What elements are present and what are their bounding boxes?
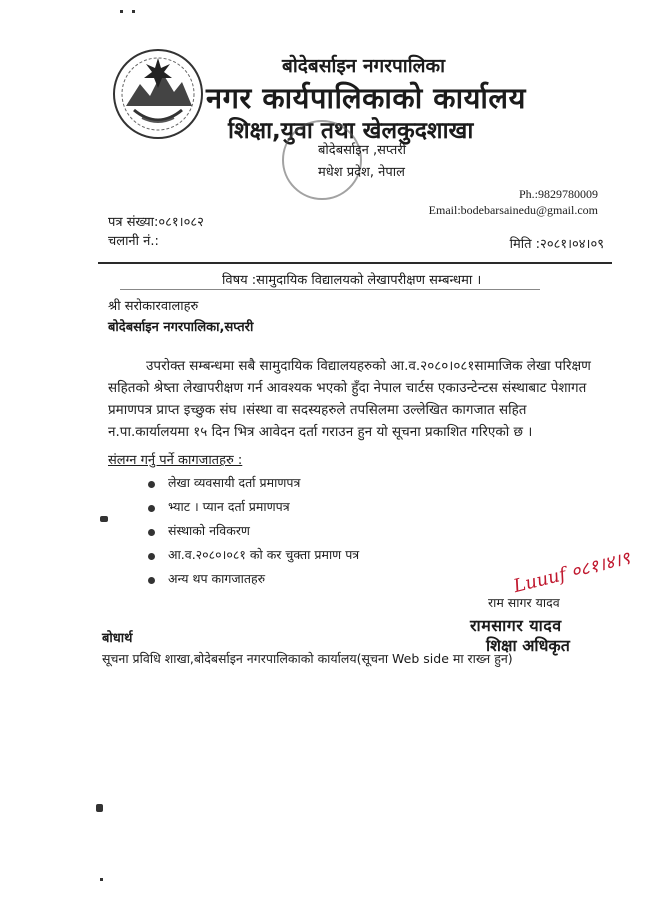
dispatch-number: चलानी नं.:: [108, 234, 159, 249]
attachment-item: लेखा व्यवसायी दर्ता प्रमाणपत्र: [168, 475, 301, 490]
attachments-heading: संलग्न गर्नु पर्ने कागजातहरु :: [108, 453, 243, 468]
recipient-line-1: श्री सरोकारवालाहरु: [108, 299, 199, 314]
attachment-item: अन्य थप कागजातहरु: [168, 571, 266, 586]
subject-line: विषय :सामुदायिक विद्यालयको लेखापरीक्षण सम्बन्धमा ।: [222, 273, 482, 288]
municipality-name: बोदेबर्साइन नगरपालिका: [282, 55, 446, 77]
scan-speck: [132, 10, 135, 13]
scan-speck: [120, 10, 123, 13]
letter-number: पत्र संख्या:०८१।०८२: [108, 215, 204, 230]
signatory-title: शिक्षा अधिकृत: [486, 636, 570, 655]
province-line: मधेश प्रदेश, नेपाल: [318, 165, 405, 180]
scan-speck: [96, 804, 103, 812]
bullet-icon: [148, 481, 155, 488]
attachment-item: भ्याट । प्यान दर्ता प्रमाणपत्र: [168, 499, 290, 514]
subject-underline: [120, 289, 540, 290]
nepal-emblem-icon: [112, 48, 204, 140]
section-name: शिक्षा,युवा तथा खेलकुदशाखा: [228, 118, 474, 144]
recipient-line-2: बोदेबर्साइन नगरपालिका,सप्तरी: [108, 320, 254, 335]
bullet-icon: [148, 553, 155, 560]
header-divider: [98, 262, 612, 264]
body-line-4: न.पा.कार्यालयमा १५ दिन भित्र आवेदन दर्ता गराउन हुन यो सूचना प्रकाशित गरिएको छ ।: [108, 424, 533, 440]
district-line: बोदेबर्साइन ,सप्तरी: [318, 143, 407, 158]
attachment-item: आ.व.२०८०।०८१ को कर चुक्ता प्रमाण पत्र: [168, 547, 360, 562]
cc-heading: बोधार्थ: [102, 631, 133, 646]
attachment-item: संस्थाको नविकरण: [168, 523, 250, 538]
signatory-stamp-name: रामसागर यादव: [470, 616, 562, 635]
office-stamp-icon: [282, 120, 362, 200]
signature-scribble: Luuuf ०८१।४।९: [511, 547, 633, 598]
scan-speck: [100, 878, 103, 881]
cc-line: सूचना प्रविधि शाखा,बोदेबर्साइन नगरपालिकाको कार्यालय(सूचना Web side मा राख्न हुन): [102, 651, 513, 666]
office-name: नगर कार्यपालिकाको कार्यालय: [206, 81, 526, 115]
phone: Ph.:9829780009: [518, 187, 598, 201]
bullet-icon: [148, 529, 155, 536]
signatory-name: राम सागर यादव: [488, 595, 560, 610]
bullet-icon: [148, 505, 155, 512]
bullet-icon: [148, 577, 155, 584]
email: Email:bodebarsainedu@gmail.com: [428, 203, 598, 217]
body-line-2: सहितको श्रेष्ता लेखापरीक्षण गर्न आवश्यक भएको हुँदा नेपाल चार्टस एकाउन्टेन्टस संस्थाबाट पेशागत: [108, 380, 587, 396]
letter-date: मिति :२०८१।०४।०९: [509, 237, 604, 252]
body-line-1: उपरोक्त सम्बन्धमा सबै सामुदायिक विद्यालयहरुको आ.व.२०८०।०८१सामाजिक लेखा परिक्षण: [146, 358, 591, 374]
body-line-3: प्रमाणपत्र प्राप्त इच्छुक संघ ।संस्था वा सदस्यहरुले तपसिलमा उल्लेखित कागजात सहित: [108, 402, 527, 418]
scan-speck: [100, 516, 108, 522]
